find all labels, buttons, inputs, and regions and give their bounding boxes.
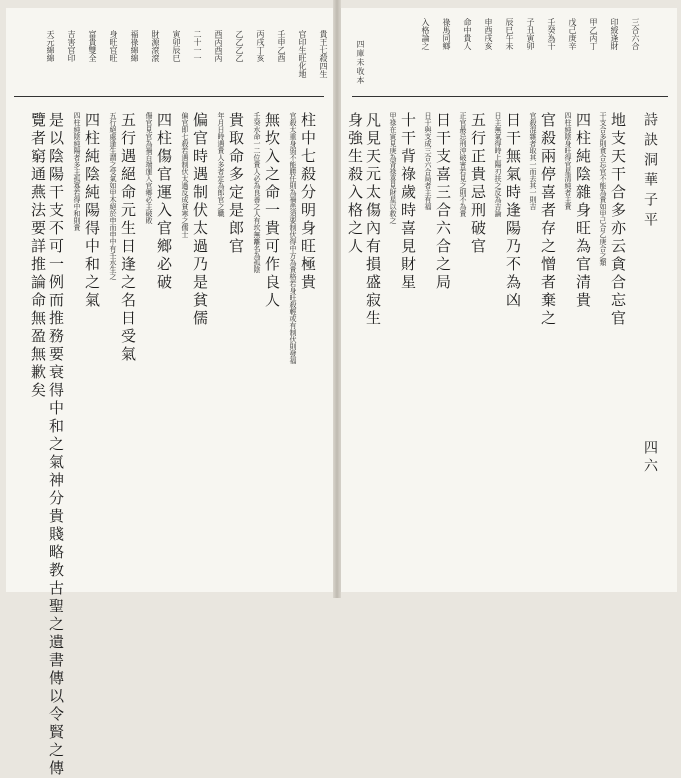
upper-note: 子丑寅卯	[526, 18, 535, 50]
upper-note: 三合六合	[631, 18, 640, 50]
upper-note: 祿馬同鄉	[442, 18, 451, 50]
annotation-column: 五行絕處逢生謂之受氣如甲木絕於申而申中有壬水生之	[109, 112, 117, 280]
upper-note: 入格論之	[421, 18, 430, 50]
upper-note: 壬癸為干	[547, 18, 556, 50]
main-text-column: 覽者窮通燕法要詳推論命無盈無歉矣	[29, 112, 47, 400]
upper-note: 天元綿綿	[46, 30, 55, 62]
annotation-column: 干支合多則貪合忘官不能為貴如甲己合乙庚合之類	[599, 112, 607, 266]
side-label: 四庫未收本	[356, 40, 365, 85]
main-text-column: 柱中七殺分明身旺極貴	[299, 112, 317, 292]
right-header-rule	[352, 96, 668, 97]
main-text-column: 官殺兩停喜者存之憎者棄之	[539, 112, 557, 328]
upper-note: 身旺官旺	[109, 30, 118, 62]
main-text-column: 偏官時遇制伏太過乃是貧儒	[191, 112, 209, 328]
annotation-column: 四柱純陰身旺得官星清純者主貴	[564, 112, 572, 210]
annotation-column: 傷官見官為禍百端運入官鄉必主破敗	[145, 112, 153, 224]
main-text-column: 無坎入之命一貴可作良人	[263, 112, 281, 310]
main-text-column: 四柱純陰純陽得中和之氣	[83, 112, 101, 310]
main-text-column: 是以陰陽干支不可一例而推務要衰得中和之氣神分貴賤略教古聖之遺書傳以令賢之傳	[47, 112, 65, 778]
upper-note: 申酉戌亥	[484, 18, 493, 50]
upper-note: 壬申乙酉	[277, 30, 286, 62]
annotation-column: 偏官即七殺若遇制伏太過反成貧寒之儒士	[181, 112, 189, 238]
main-text-column: 日干支喜三合六合之局	[434, 112, 452, 292]
upper-note: 甲乙丙丁	[589, 18, 598, 50]
upper-note: 福祿綿綿	[130, 30, 139, 62]
main-text-column: 日干無氣時逢陽乃不為凶	[504, 112, 522, 310]
running-title: 詩訣洞華子平	[642, 112, 658, 232]
upper-note: 辰巳午未	[505, 18, 514, 50]
main-text-column: 十干背祿歲時喜見財星	[399, 112, 417, 292]
upper-note: 命中貴人	[463, 18, 472, 50]
upper-note: 財源滾滾	[151, 30, 160, 62]
page-number: 四六	[642, 440, 658, 476]
upper-note: 寅卯辰巳	[172, 30, 181, 62]
main-text-column: 四柱純陰雜身旺為官清貴	[574, 112, 592, 310]
main-text-column: 凡見天元太傷內有損盛寂生	[364, 112, 382, 328]
main-text-column: 貴取命多定是郎官	[227, 112, 245, 256]
annotation-column: 日主無氣得時上陽刃扶之反為吉論	[494, 112, 502, 217]
annotation-column: 四柱純陰純陽者多主孤寡若得中和則貴	[73, 112, 81, 231]
annotation-column: 日干與支成三合六合局者主有福	[424, 112, 432, 210]
main-text-column: 四柱傷官運入官鄉必破	[155, 112, 173, 292]
left-header-rule	[14, 96, 324, 97]
upper-note: 印綬逢財	[610, 18, 619, 50]
annotation-column: 官殺太重身弱不能勝任則為禍患須要制伏得中方為貴格若身旺殺輕或有制伏則發福	[289, 112, 297, 364]
annotation-column: 官殺混雜者取其一而去其一則吉	[529, 112, 537, 210]
main-text-column: 五行正貴忌刑破官	[469, 112, 487, 256]
annotation-column: 壬癸水命一二位貴人必為良善之人有坎無離名為孤陰	[253, 112, 261, 273]
upper-note: 富貴雙全	[88, 30, 97, 62]
upper-note: 戊己庚辛	[568, 18, 577, 50]
upper-note: 酉丙酉丙	[214, 30, 223, 62]
upper-note: 乙乙乙乙	[235, 30, 244, 62]
upper-note: 丙戌丁亥	[256, 30, 265, 62]
upper-note: 官印生旺化地	[298, 30, 307, 78]
upper-note: 貴王七殺四生	[319, 30, 328, 78]
main-text-column: 五行遇絕命元生日逢之名日受氣	[119, 112, 137, 364]
annotation-column: 年月日時遇貴人多者定為郎官之職	[217, 112, 225, 217]
main-text-column: 身強生殺入格之人	[346, 112, 364, 256]
upper-note: 二十一一	[193, 30, 202, 62]
annotation-column: 甲祿在寅見庚為背祿喜見財星以救之	[389, 112, 397, 224]
upper-note: 吉害官印	[67, 30, 76, 62]
annotation-column: 正官最忌刑沖破害若見之則不為貴	[459, 112, 467, 217]
main-text-column: 地支天干合多亦云貪合忘官	[609, 112, 627, 328]
